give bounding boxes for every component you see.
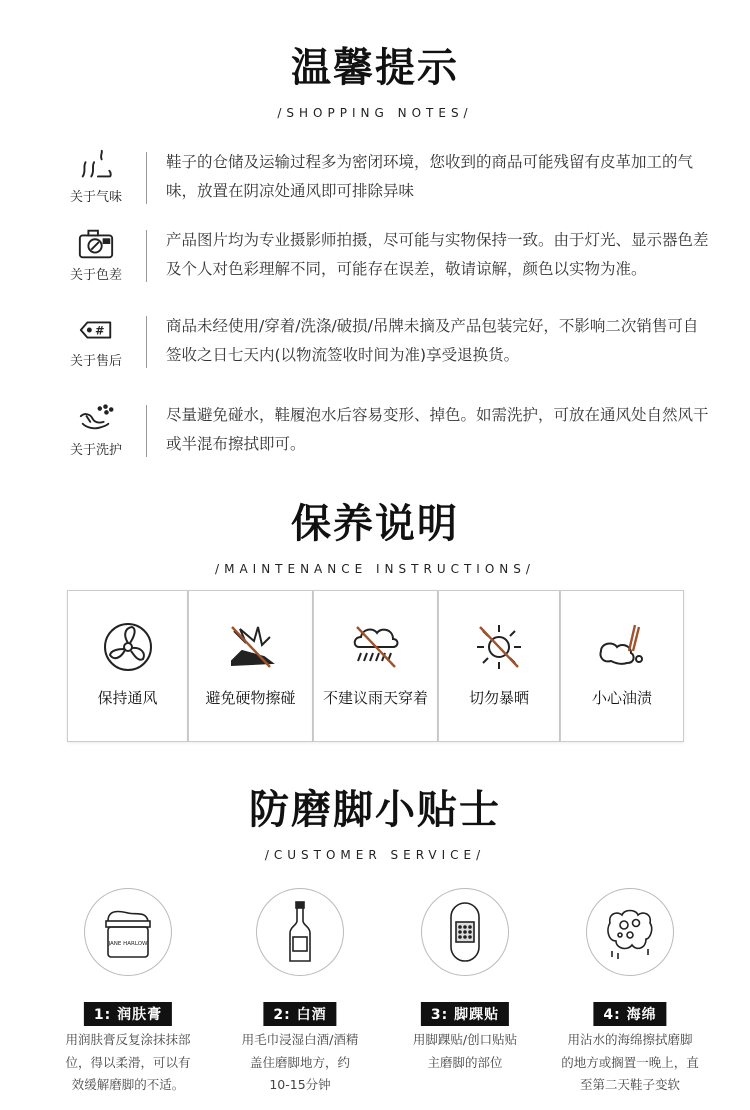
note-label: 关于色差 <box>69 268 122 283</box>
note-label: 关于洗护 <box>69 443 122 458</box>
tip-badge: 2: 白酒 <box>263 1002 336 1026</box>
tip-line: 盖住磨脚地方，约 <box>249 1054 350 1070</box>
maintenance-title: 保养说明 <box>291 501 459 547</box>
maintenance-item-sun <box>438 590 560 742</box>
tip-line: 至第二天鞋子变软 <box>579 1077 680 1092</box>
maintenance-label: 保持通风 <box>97 689 158 707</box>
maintenance-item-ventilation <box>67 590 188 742</box>
divider <box>146 405 147 457</box>
divider <box>146 152 147 204</box>
cream-jar-icon <box>84 888 172 976</box>
liquor-bottle-icon <box>256 888 344 976</box>
tip-badge: 1: 润肤膏 <box>84 1002 172 1026</box>
note-washing <box>60 401 710 471</box>
no-hard-object-icon <box>189 621 312 673</box>
fan-icon <box>68 621 187 673</box>
note-text: 产品图片均为专业摄影师拍摄，尽可能与实物保持一致。由于灯光、显示器色差及个人对色彩理解不同，可能存在误差，敬请谅解，颜色以实物为准。 <box>166 231 709 278</box>
tip-line: 用沾水的海绵擦拭磨脚 <box>567 1032 693 1047</box>
shopping-notes-title: 温馨提示 <box>291 45 459 91</box>
shopping-notes-subtitle: /SHOPPING NOTES/ <box>277 106 473 120</box>
maintenance-label: 避免硬物擦碰 <box>205 689 296 707</box>
oil-stain-icon <box>561 621 683 673</box>
tips-subtitle: /CUSTOMER SERVICE/ <box>264 848 486 862</box>
note-smell <box>60 148 710 218</box>
tip-description <box>380 1029 550 1074</box>
tip-line: 用脚踝贴/创口贴贴 <box>412 1032 518 1047</box>
jar-label: JANE HARLOW <box>108 941 148 947</box>
tip-description <box>545 1029 715 1097</box>
maintenance-label: 小心油渍 <box>591 689 652 707</box>
smell-icon <box>60 148 132 184</box>
note-aftersale <box>60 312 710 382</box>
maintenance-subtitle: /MAINTENANCE INSTRUCTIONS/ <box>215 562 535 576</box>
maintenance-label: 不建议雨天穿着 <box>322 689 428 707</box>
note-label: 关于气味 <box>69 190 122 205</box>
tip-sponge <box>545 888 715 1103</box>
divider <box>146 230 147 282</box>
tip-line: 用润肤膏反复涂抹抹部 <box>65 1032 191 1047</box>
no-rain-icon <box>314 621 437 673</box>
tag-icon <box>60 312 132 348</box>
maintenance-item-oil <box>560 590 684 742</box>
note-text: 商品未经使用/穿着/洗涤/破损/吊牌未摘及产品包装完好，不影响二次销售可自签收之日七天内(以物流签收时间为准)享受退换货。 <box>166 317 699 364</box>
tip-line: 效缓解磨脚的不适。 <box>71 1077 185 1092</box>
maintenance-label: 切勿暴晒 <box>468 689 529 707</box>
tip-description <box>215 1029 385 1097</box>
sponge-icon <box>586 888 674 976</box>
note-text: 鞋子的仓储及运输过程多为密闭环境，您收到的商品可能残留有皮革加工的气味，放置在阴凉处通风即可排除异味 <box>166 153 694 200</box>
note-text: 尽量避免碰水，鞋履泡水后容易变形、掉色。如需洗护，可放在通风处自然风干或半混布擦拭即可。 <box>166 406 709 453</box>
bandage-icon <box>421 888 509 976</box>
tips-title: 防磨脚小贴士 <box>249 787 501 833</box>
note-color <box>60 226 710 296</box>
maintenance-item-hard-object <box>188 590 313 742</box>
tip-liquor <box>215 888 385 1103</box>
svg-text:#: # <box>95 323 105 338</box>
tip-line: 位，得以柔滑，可以有 <box>65 1054 191 1070</box>
tip-badge: 4: 海绵 <box>593 1002 666 1026</box>
washing-icon <box>60 401 132 437</box>
tip-line: 用毛巾浸湿白酒/酒精 <box>241 1032 359 1047</box>
tip-description <box>43 1029 213 1097</box>
tip-badge: 3: 脚踝贴 <box>421 1002 509 1026</box>
maintenance-item-rain <box>313 590 438 742</box>
tip-bandage <box>380 888 550 1103</box>
note-label: 关于售后 <box>69 354 122 369</box>
tip-cream <box>43 888 213 1103</box>
tip-line: 主磨脚的部位 <box>427 1054 503 1070</box>
tip-line: 10-15分钟 <box>269 1077 331 1092</box>
divider <box>146 316 147 368</box>
camera-icon <box>60 226 132 262</box>
no-sun-icon <box>439 621 559 673</box>
tip-line: 的地方或搁置一晚上，直 <box>561 1054 699 1070</box>
